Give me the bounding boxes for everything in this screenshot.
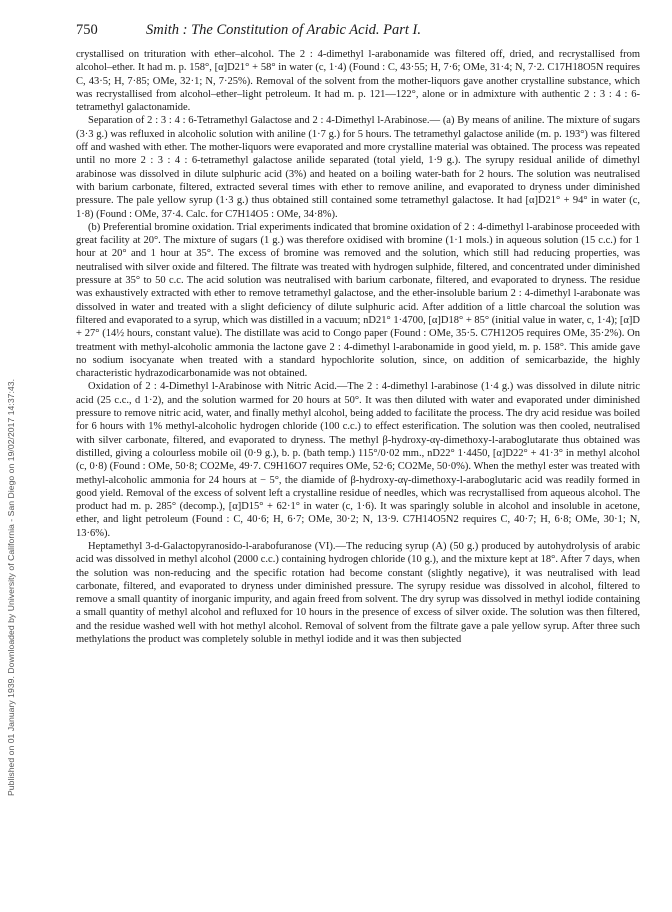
page-number: 750 [76, 22, 98, 38]
paragraph-amide: crystallised on trituration with ether–alcohol. The 2 : 4-dimethyl l-arabonamide was filtered off, dried, and recrystallised from alcohol–ether. It had m. p. 158°, [α]D21° + 58° in water (c, 1·4) (Found : C, 43·55; H, 7·6; OMe, 31·4; N, 7·2. C17H18O5N requires C, 43·5; H, 7·85; OMe, 32·1; N, 7·25%). Removal of the solvent from the mother-liquors gave another crystalline substance, which was recrystallised from alcohol–ether–light petroleum. It had m. p. 121—122°, alone or in admixture with authentic 2 : 3 : 4 : 6-tetramethyl galactonamide. [76, 49, 640, 114]
page-header [76, 22, 640, 40]
paragraph-separation: Separation of 2 : 3 : 4 : 6-Tetramethyl Galactose and 2 : 4-Dimethyl l-Arabinose.— (a) By means of aniline. The mixture of sugars (3·3 g.) was refluxed in alcoholic solution with aniline (1·7 g.) for 5 hours. The tetramethyl galactose anilide (m. p. 193°) was filtered off and washed with ether. The mother-liquors were evaporated and more crystalline material was obtained. The process was repeated until no more 2 : 3 : 4 : 6-tetramethyl galactose anilide separated (total yield, 1·9 g.). The syrupy residual anilide of dimethyl arabinose was dissolved in dilute sulphuric acid (3%) and heated on a boiling water-bath for 2 hours. The solution was neutralised with barium carbonate, filtered, extracted several times with ether to remove aniline, and evaporated to dryness under diminished pressure. The pale yellow syrup (1·3 g.) thus obtained still contained some tetramethyl galactose. It had [α]D21° + 94° in water (c, 1·8) (Found : OMe, 37·4. Calc. for C7H14O5 : OMe, 34·8%). [76, 115, 640, 220]
paragraph-heptamethyl: Heptamethyl 3-d-Galactopyranosido-l-arabofuranose (VI).—The reducing syrup (A) (50 g.) produced by autohydrolysis of arabic acid was dissolved in methyl alcohol (2000 c.c.) containing hydrogen chloride (10 g.), and the mixture kept at 18°. After 7 days, when the solution was non-reducing and the specific rotation had become constant (slightly negative), it was neutralised with lead carbonate, filtered, and evaporated to dryness under diminished pressure. The syrupy residue was dissolved in alcohol, filtered to remove a small quantity of inorganic impurity, and again freed from solvent. The dry syrup was dissolved in methyl iodide containing a small quantity of methyl alcohol and refluxed for 10 hours in the presence of excess of silver oxide. The solution was then filtered, and the residue washed well with hot methyl alcohol. Removal of solvent from the filtrate gave a pale yellow syrup. After three such methylations the product was completely soluble in methyl iodide and it was then subjected [76, 540, 640, 646]
paragraph-bromine-oxidation: (b) Preferential bromine oxidation. Trial experiments indicated that bromine oxidation of 2 : 4-dimethyl l-arabinose proceeded with great facility at 20°. The mixture of sugars (1 g.) was therefore oxidised with bromine (1·1 mols.) in aqueous solution (15 c.c.) for 1 hour at 20° and 1 hour at 35°. The excess of bromine was removed and the solution, which still had reducing properties, was neutralised with silver oxide and filtered. The filtrate was treated with hydrogen sulphide, filtered, and concentrated under diminished pressure at 35° to 50 c.c. The acid solution was neutralised with barium carbonate, filtered, and evaporated to dryness. The residue was exhaustively extracted with ether to remove tetramethyl galactose, and the ether-insoluble barium 2 : 4-dimethyl l-arabonate was dissolved in water and treated with a slight deficiency of dilute sulphuric acid. After addition of a little charcoal the solution was filtered and evaporated to a syrup, which was distilled in a vacuum; nD21° 1·4700, [α]D18° + 85° (initial value in water, c, 1·4); [α]D + 27° (14½ hours, constant value). The distillate was acid to Congo paper (Found : OMe, 35·5. C7H12O5 requires OMe, 35·2%). On treatment with methyl-alcoholic ammonia the lactone gave 2 : 4-dimethyl l-arabonamide in good yield, m. p. 158°. This amide gave no sodium isocyanate when treated with a standard hypochlorite solution, since, on addition of semicarbazide, the highly characteristic hydrazodicarbonamide was not obtained. [76, 221, 640, 380]
running-title: Smith : The Constitution of Arabic Acid. Part I. [146, 22, 421, 38]
paragraph-nitric-oxidation: Oxidation of 2 : 4-Dimethyl l-Arabinose with Nitric Acid.—The 2 : 4-dimethyl l-arabinose (1·4 g.) was dissolved in dilute nitric acid (25 c.c., d 1·2), and the solution warmed for 20 hours at 50°. It was then diluted with water and evaporated under diminished pressure to remove nitric acid, water, and finally methyl alcohol, being added to facilitate the process. The dry acid residue was boiled for 6 hours with 1% methyl-alcoholic hydrogen chloride (100 c.c.) to effect esterification. The solution was then cooled, neutralised with silver carbonate, filtered, and evaporated to dryness. The methyl β-hydroxy-αγ-dimethoxy-l-araboglutarate thus obtained was distilled, giving a colourless mobile oil (0·9 g.), b. p. (bath temp.) 115°/0·02 mm., nD22° 1·4450, [α]D22° + 41·3° in methyl alcohol (c, 0·8) (Found : OMe, 50·8; CO2Me, 49·7. C9H16O7 requires OMe, 52·6; CO2Me, 50·0%). When the methyl ester was treated with methyl-alcoholic ammonia for 24 hours at − 5°, the diamide of β-hydroxy-αγ-dimethoxy-l-araboglutaric acid was readily formed in good yield. Removal of the excess of solvent left a crystalline residue of needles, which was recrystallised from aqueous alcohol. The product had m. p. 285° (decomp.), [α]D15° + 62·1° in water (c, 1·6). It was sparingly soluble in alcohol and insoluble in acetone, ether, and light petroleum (Found : C, 40·6; H, 6·7; OMe, 30·2; N, 13·9. C7H14O5N2 requires C, 40·7; H, 6·8; OMe, 30·1; N, 13·6%). [76, 381, 640, 539]
article-body [76, 48, 640, 646]
download-watermark: Published on 01 January 1939. Downloaded by University of California - San Diego on 19/02/2017 14:37:43. [6, 378, 16, 796]
